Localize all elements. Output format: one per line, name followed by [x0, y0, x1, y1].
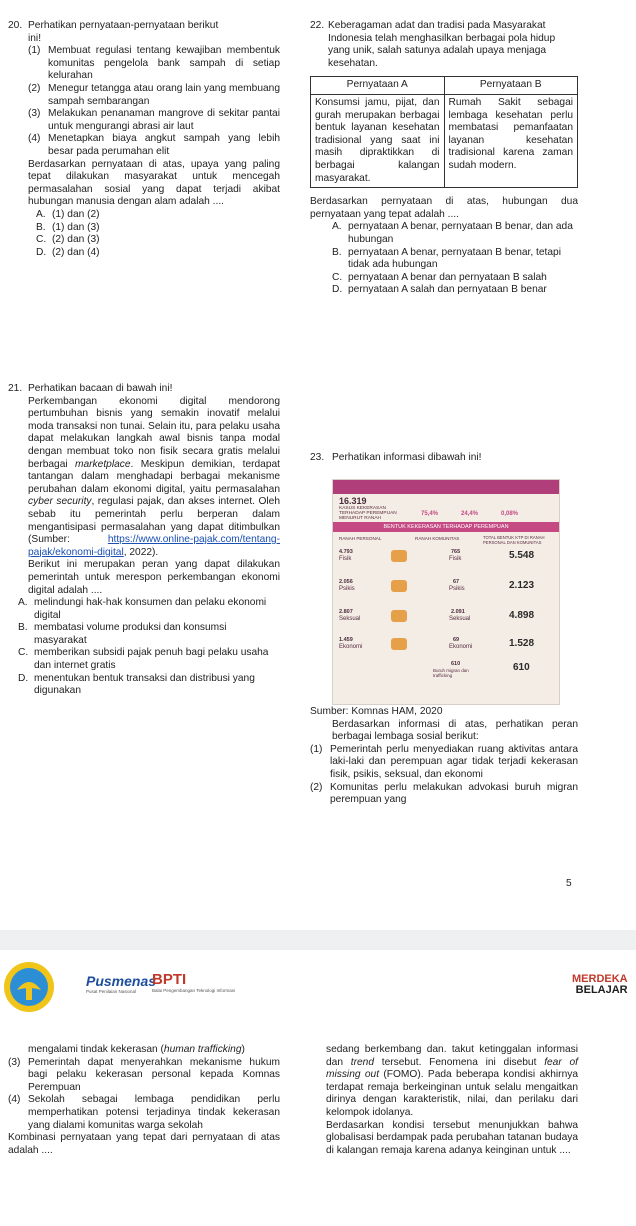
- garuda-logo-icon: [2, 960, 56, 1014]
- infographic-pct: 0,08%: [501, 511, 519, 517]
- infographic-total: 16.319: [339, 496, 367, 506]
- question-stem: Berdasarkan informasi di atas, perhatikan peran berbagai lembaga sosial berikut:: [332, 718, 578, 743]
- page-number: 5: [566, 878, 572, 889]
- question-number: 23.: [310, 452, 325, 463]
- statement-item: (3) Pemerintah dapat menyerahkan mekanisme hukum bagi pelaku kekerasan personal kepada Komnas Perempuan: [8, 1056, 280, 1093]
- statement-item: (2) Komunitas perlu melakukan advokasi buruh migran perempuan yang: [310, 781, 578, 806]
- question-24-continued: [326, 1044, 578, 1157]
- answer-option[interactable]: A. melindungi hak-hak konsumen dan pelaku ekonomi digital: [18, 597, 267, 621]
- pusmenas-logo: Pusmenas Pusat Penilaian Nasional: [86, 973, 157, 994]
- question-prompt: Berdasarkan pernyataan di atas, upaya yang paling tepat dilakukan masyarakat untuk mencegah permasalahan sosial yang dapat terjadi akibat hubungan manusia dengan alam adalah ....: [28, 158, 280, 208]
- question-prompt: Berdasarkan pernyataan di atas, hubungan dua pernyataan yang tepat adalah ....: [310, 196, 578, 220]
- statement-item: (1) Pemerintah perlu menyediakan ruang aktivitas antara laki-laki dan perempuan agar tidak terjadi kekerasan fisik, psikis, seksual, dan ekonomi: [310, 743, 578, 780]
- page-divider: [0, 930, 636, 950]
- statement-item: (4) Menetapkan biaya angkut sampah yang lebih besar pada perumahan elit: [28, 133, 280, 157]
- table-header: Pernyataan A: [311, 77, 445, 95]
- person-icon: [391, 550, 407, 562]
- infographic-header-bar: [333, 480, 559, 494]
- person-icon: [391, 638, 407, 650]
- answer-option[interactable]: A. (1) dan (2): [36, 208, 100, 220]
- question-22: [310, 20, 578, 297]
- question-21: [8, 383, 280, 698]
- table-header: Pernyataan B: [444, 77, 578, 95]
- statement-item: (2) Menegur tetangga atau orang lain yang membuang sampah sembarangan: [28, 82, 280, 107]
- bpti-logo: BPTI Balai Pengembangan Teknologi Informasi: [152, 971, 235, 993]
- statement-item: (4) Sekolah sebagai lembaga pendidikan perlu memperhatikan potensi terjadinya tindak kekerasan yang dialami komunitas warga sekolah: [8, 1094, 280, 1131]
- answer-option[interactable]: B. membatasi volume produksi dan konsumsi masyarakat: [18, 622, 227, 646]
- question-stem: Keberagaman adat dan tradisi pada Masyarakat Indonesia telah menghasilkan berbagai pola hidup yang unik, salah satunya adalah upaya menjaga kesehatan.: [328, 20, 556, 69]
- question-prompt: Berikut ini merupakan peran yang dapat dilakukan pemerintah untuk merespon perkembangan ekonomi digital adalah ....: [28, 559, 280, 596]
- statement-item: (3) Melakukan penanaman mangrove di sekitar pantai untuk mengurangi abrasi air laut: [28, 108, 280, 132]
- answer-option[interactable]: D. menentukan bentuk transaksi dan distribusi yang digunakan: [18, 672, 255, 697]
- question-prompt: Berdasarkan kondisi tersebut menunjukkan bahwa globalisasi berdampak pada perubahan tatanan budaya di kalangan remaja karena adanya keinginan untuk ....: [326, 1119, 578, 1156]
- person-icon: [391, 610, 407, 622]
- question-stem-line-1: Perhatikan pernyataan-pernyataan berikut: [28, 20, 219, 31]
- question-23-body: [310, 706, 578, 807]
- answer-option[interactable]: C. memberikan subsidi pajak penuh bagi pelaku usaha dan internet gratis: [18, 647, 269, 672]
- merdeka-belajar-logo: MERDEKA BELAJAR: [572, 973, 628, 996]
- question-number: 22.: [310, 20, 325, 31]
- person-icon: [391, 580, 407, 592]
- question-20: [8, 20, 280, 259]
- question-stem-line-2: ini!: [28, 32, 42, 44]
- statement-item: (1) Membuat regulasi tentang kewajiban membentuk komunitas pengelola bank sampah di setiap kelurahan: [28, 45, 280, 82]
- question-intro: Perhatikan bacaan di bawah ini!: [28, 383, 173, 394]
- question-number: 21.: [8, 383, 23, 394]
- page-header-band: [0, 950, 636, 1018]
- question-23: [310, 452, 578, 465]
- infographic-pct: 75,4%: [421, 511, 439, 517]
- infographic-pct: 24,4%: [461, 511, 479, 517]
- answer-option[interactable]: D. pernyataan A salah dan pernyataan B benar: [332, 284, 547, 296]
- statement-table: [310, 76, 578, 188]
- reading-passage: sedang berkembang dan. takut ketinggalan informasi dan trend tersebut. Fenomena ini disebut fear of missing out (FOMO). Pada beberapa kondisi akhirnya terdapat remaja berkeinginan untuk selalu mengaitkan dirinya dengan karakteristik, nilai, dan perilaku dari kelompok idolanya.: [326, 1044, 578, 1118]
- question-intro: Perhatikan informasi dibawah ini!: [332, 452, 482, 463]
- question-23-continued: mengalami tindak kekerasan (human trafficking) (3) Pemerintah dapat menyerahkan mekanisme hukum bagi pelaku kekerasan personal kepada Komnas Perempuan (4) Sekolah sebagai lembaga pendidikan perlu memperhatikan potensi terjadinya tindak kekerasan yang dialami komunitas warga sekolah Kombinasi pernyataan yang tepat dari pernyataan di atas adalah ....: [8, 1044, 280, 1156]
- violence-infographic: 16.319 KASUS KEKERASAN TERHADAP PEREMPUAN MENURUT RANAH 75,4% 24,4% 0,08% BENTUK KEKERASAN TERHADAP PEREMPUAN RANAH PERSONAL RANAH KOMUNITAS TOTAL BENTUK KTP DI RANAH PERSONAL DAN KOMUNITAS 4.793 Fisik 765 Fisik 5.548 2.056 Psikis 67 Psikis 2.123 2.807 Seksual 2.091 Seksual 4.898 1.459 Ekonomi 69 Ekonomi 1.528 610 Buruh migran dan trafficking 610: [332, 479, 560, 705]
- answer-option[interactable]: B. (1) dan (3): [36, 221, 100, 233]
- table-cell: Konsumsi jamu, pijat, dan gurah merupakan berbagai bentuk layanan kesehatan tradisional yang saat ini masih dipraktikkan di berbagai kalangan masyarakat.: [311, 94, 445, 187]
- table-cell: Rumah Sakit sebagai lembaga kesehatan perlu membatasi pemanfaatan layanan kesehatan tradisional karena zaman sudah modern.: [444, 94, 578, 187]
- question-prompt: Kombinasi pernyataan yang tepat dari pernyataan di atas adalah ....: [8, 1132, 280, 1156]
- question-number: 20.: [8, 20, 23, 31]
- answer-option[interactable]: A. pernyataan A benar, pernyataan B benar, dan ada hubungan: [332, 221, 573, 245]
- infographic-band: BENTUK KEKERASAN TERHADAP PEREMPUAN: [333, 522, 559, 532]
- infographic-source: Sumber: Komnas HAM, 2020: [310, 706, 443, 717]
- reading-passage: Perkembangan ekonomi digital mendorong pertumbuhan bisnis yang semakin inovatif melalui moda transaksi non tunai. Selain itu, para pelaku usaha dapat melakukan langkah awal bisnis tanpa modal dengan membuat toko non fisik secara gratis melalui berbagai marketplace. Meskipun demikian, terdapat tantangan dalam menghadapi berbagai mekanisme perubahan dalam ekonomi digital, yaitu permasalahan cyber security, regulasi pajak, dan akses internet. Oleh sebab itu pemerintah perlu berperan dalam mengantisipasi permasalahan yang dapat ditimbulkan (Sumber: https://www.online-pajak.com/tentang-pajak/ekonomi-digital, 2022).: [28, 395, 280, 558]
- answer-option[interactable]: C. pernyataan A benar dan pernyataan B salah: [332, 271, 547, 283]
- answer-option[interactable]: C. (2) dan (3): [36, 234, 100, 246]
- answer-option[interactable]: D. (2) dan (4): [36, 246, 100, 258]
- answer-option[interactable]: B. pernyataan A benar, pernyataan B benar, tetapi tidak ada hubungan: [332, 246, 561, 271]
- source-link[interactable]: https://www.online-pajak.com/tentang-pajak/ekonomi-digital: [28, 534, 280, 558]
